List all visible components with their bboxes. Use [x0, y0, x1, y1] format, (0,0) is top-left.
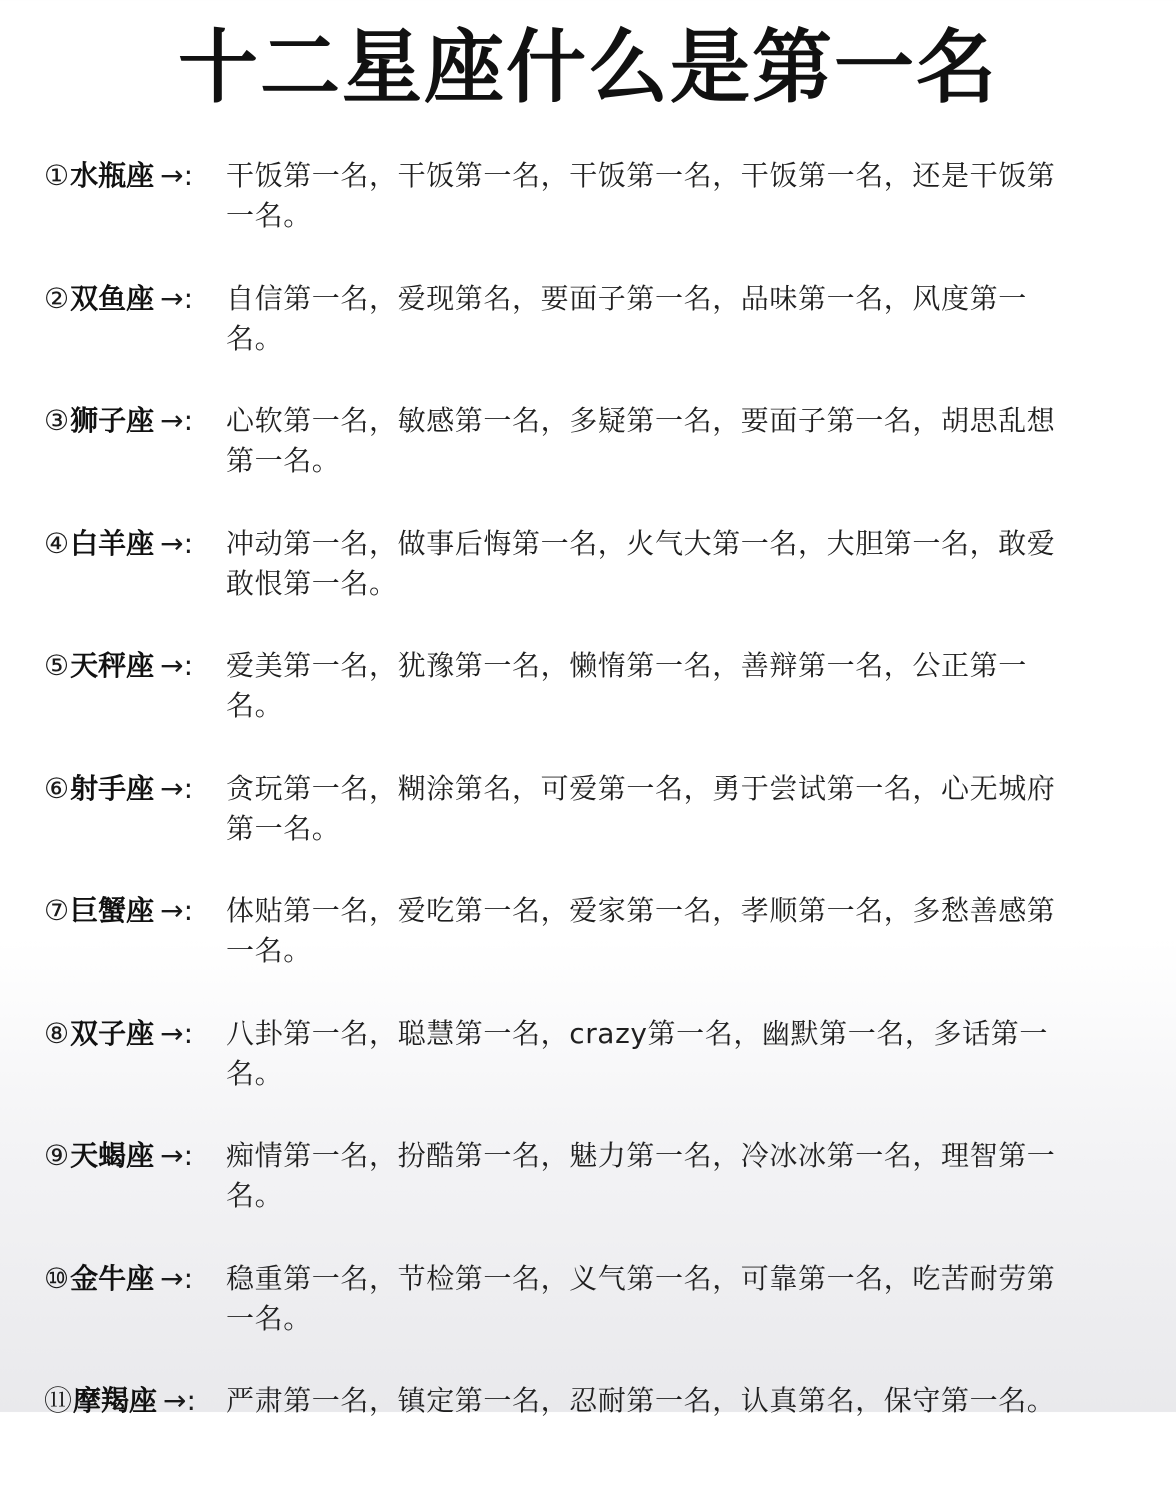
entry-arrow: →: [160, 281, 194, 315]
entry-number: ③ [44, 404, 70, 437]
entry-label [44, 279, 224, 319]
entry-sign: 巨蟹座 [70, 894, 155, 927]
entry-arrow: →: [160, 1261, 194, 1295]
entry-label [44, 524, 224, 564]
entry-text: 心软第一名，敏感第一名，多疑第一名，要面子第一名，胡思乱想第一名。 [226, 404, 1056, 477]
page-title: 十二星座什么是第一名 [178, 21, 998, 114]
entry-arrow: →: [160, 1139, 194, 1172]
entry-number: ② [44, 281, 70, 315]
entry-number: ⑥ [44, 771, 70, 805]
entry-label [44, 1014, 224, 1054]
entry-sign: 金牛座 [70, 1261, 155, 1295]
entry-sign: 射手座 [70, 771, 155, 805]
entry-text: 爱美第一名，犹豫第一名，懒惰第一名，善辩第一名，公正第一名。 [226, 649, 1027, 722]
entry-sign: 白羊座 [70, 526, 155, 560]
entry-text: 体贴第一名，爱吃第一名，爱家第一名，孝顺第一名，多愁善感第一名。 [226, 894, 1056, 967]
entry-label [44, 891, 224, 931]
entry-label [44, 1136, 224, 1176]
entry-label [44, 1259, 224, 1299]
entry-label [44, 156, 224, 196]
list-item [44, 1132, 1144, 1255]
entry-number: ⑧ [44, 1016, 70, 1050]
entry-sign: 摩羯座 [73, 1384, 158, 1417]
entry-number: ⑪ [44, 1384, 73, 1417]
entry-sign: 水瓶座 [70, 159, 155, 192]
entry-number: ⑩ [44, 1261, 70, 1295]
entry-arrow: →: [160, 404, 194, 437]
entry-arrow: →: [160, 159, 194, 192]
entry-label [44, 646, 224, 686]
entry-label [44, 401, 224, 441]
entry-arrow: →: [160, 771, 194, 805]
list-item [44, 275, 1144, 398]
entry-text: 严肃第一名，镇定第一名，忍耐第一名，认真第名，保守第一名。 [226, 1384, 1056, 1417]
entry-arrow: →: [160, 526, 194, 560]
list-item [44, 152, 1144, 275]
entry-text: 稳重第一名，节检第一名，义气第一名，可靠第一名，吃苦耐劳第一名。 [226, 1261, 1056, 1335]
list-item [44, 1010, 1144, 1133]
entry-label [44, 1381, 224, 1421]
list-item [44, 1377, 1144, 1500]
entry-text: 痴情第一名，扮酷第一名，魅力第一名，冷冰冰第一名，理智第一名。 [226, 1139, 1056, 1212]
entry-arrow: →: [163, 1384, 196, 1417]
list-item [44, 765, 1144, 888]
list-item [44, 1255, 1144, 1378]
entry-sign: 天蝎座 [70, 1139, 155, 1172]
entry-sign: 双子座 [70, 1016, 155, 1050]
entry-number: ④ [44, 526, 70, 560]
entry-sign: 双鱼座 [70, 281, 155, 315]
entry-number: ⑦ [44, 894, 70, 927]
entry-number: ① [44, 159, 70, 192]
entry-text: 八卦第一名，聪慧第一名，crazy第一名，幽默第一名，多话第一名。 [226, 1016, 1048, 1090]
list-item [44, 642, 1144, 765]
list-item [44, 520, 1144, 643]
zodiac-list [44, 152, 1144, 1500]
entry-arrow: →: [160, 1016, 194, 1050]
entry-text: 干饭第一名，干饭第一名，干饭第一名，干饭第一名，还是干饭第一名。 [226, 159, 1056, 232]
entry-text: 自信第一名，爱现第名，要面子第一名，品味第一名，风度第一名。 [226, 281, 1027, 355]
entry-number: ⑨ [44, 1139, 70, 1172]
entry-text: 冲动第一名，做事后悔第一名，火气大第一名，大胆第一名，敢爱敢恨第一名。 [226, 526, 1056, 600]
entry-number: ⑤ [44, 649, 70, 682]
entry-sign: 天秤座 [70, 649, 155, 682]
entry-sign: 狮子座 [70, 404, 155, 437]
entry-text: 贪玩第一名，糊涂第名，可爱第一名，勇于尝试第一名，心无城府第一名。 [226, 771, 1056, 845]
list-item [44, 887, 1144, 1010]
entry-arrow: →: [160, 894, 194, 927]
entry-arrow: →: [160, 649, 194, 682]
entry-label [44, 769, 224, 809]
list-item [44, 397, 1144, 520]
